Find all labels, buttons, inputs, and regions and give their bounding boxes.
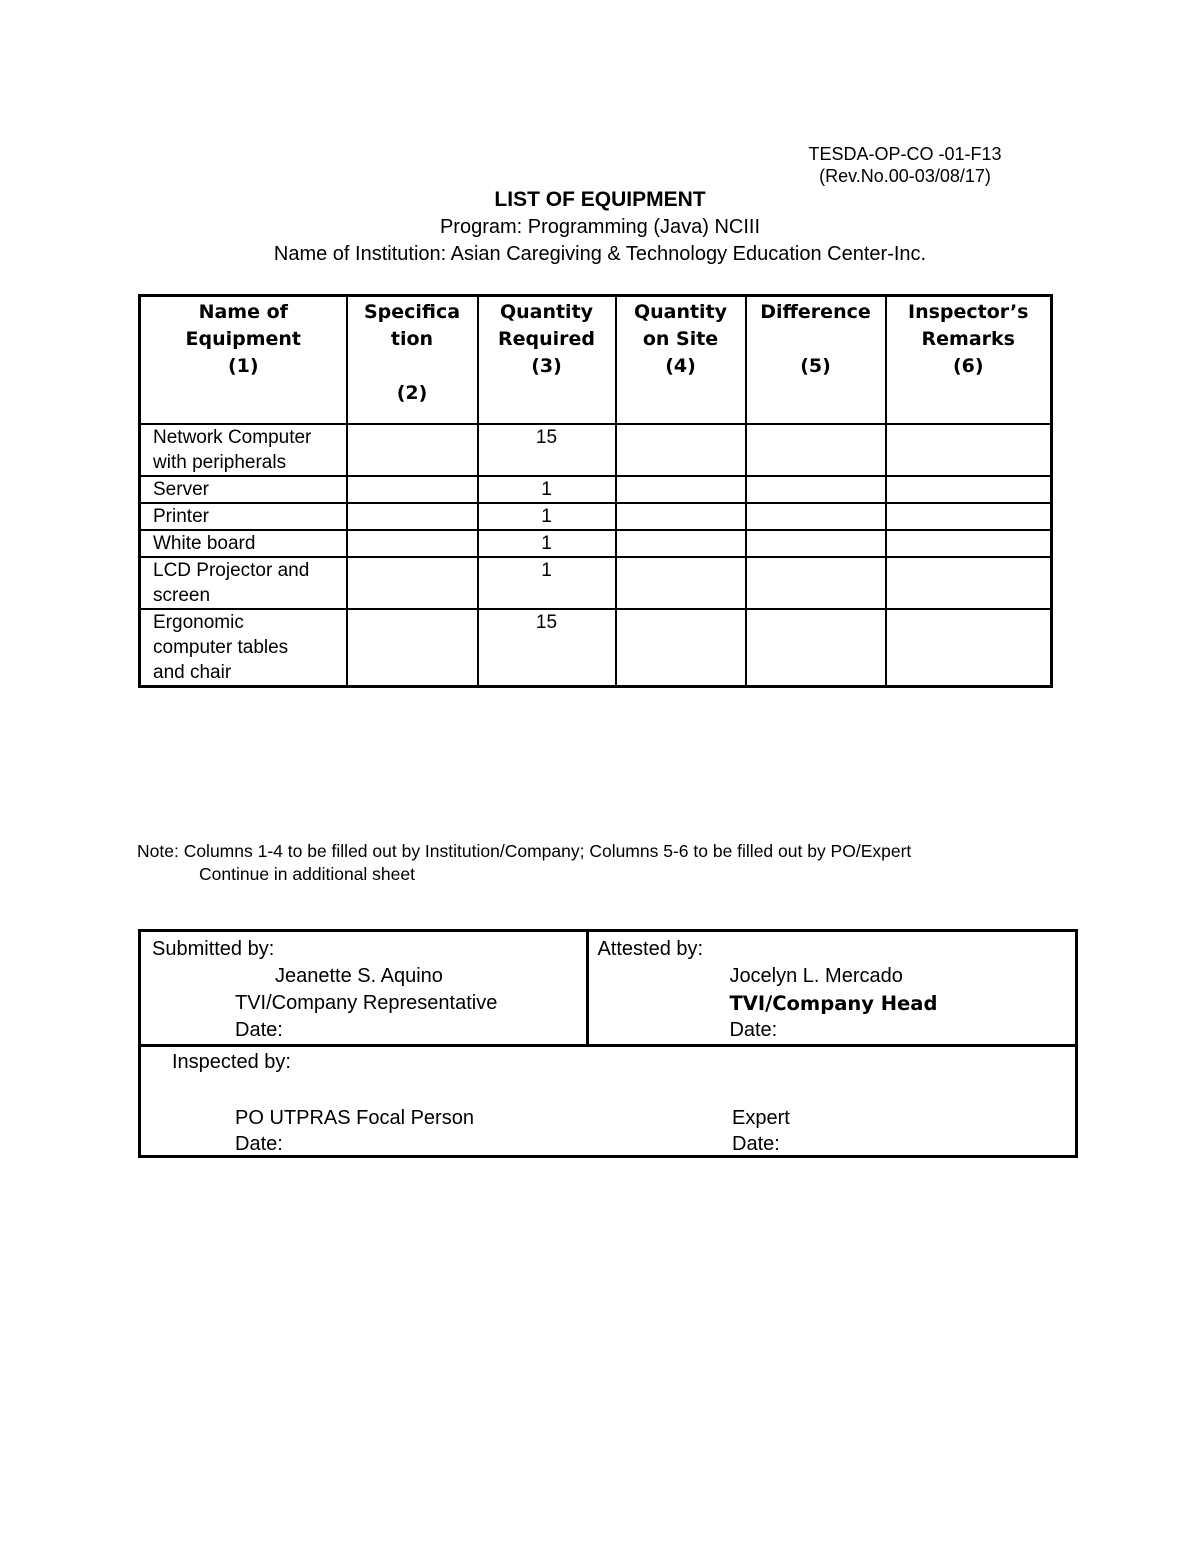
submitted-by-label: Submitted by: bbox=[152, 938, 275, 960]
po-focal-date: Date: bbox=[235, 1133, 283, 1155]
col-header-text: Name of bbox=[198, 301, 288, 323]
institution-name: Name of Institution: Asian Caregiving & Technology Education Center-Inc. bbox=[273, 243, 927, 265]
difference-cell bbox=[746, 424, 886, 476]
col-header-spacer bbox=[348, 353, 477, 380]
remarks-cell bbox=[886, 503, 1052, 530]
equipment-name: Printer bbox=[153, 506, 209, 527]
qty-required-cell: 1 bbox=[478, 503, 616, 530]
qty-on-site-cell bbox=[616, 609, 746, 687]
note-line: Continue in additional sheet bbox=[199, 864, 415, 884]
col-header-number: (6) bbox=[952, 355, 984, 377]
remarks-cell bbox=[886, 609, 1052, 687]
qty-required-cell: 1 bbox=[478, 557, 616, 609]
qty-required-cell: 15 bbox=[478, 609, 616, 687]
equipment-name: screen bbox=[153, 585, 211, 606]
difference-cell bbox=[746, 530, 886, 557]
col-header-qty-on-site bbox=[616, 296, 746, 425]
equipment-name: White board bbox=[153, 533, 256, 554]
remarks-cell bbox=[886, 476, 1052, 503]
signature-row bbox=[140, 931, 1077, 1046]
table-row bbox=[140, 476, 1052, 503]
signature-table bbox=[138, 929, 1078, 1158]
expert-date: Date: bbox=[732, 1133, 780, 1155]
table-row bbox=[140, 503, 1052, 530]
equipment-name-cell bbox=[140, 424, 347, 476]
table-header-row bbox=[140, 296, 1052, 425]
qty-on-site-cell bbox=[616, 503, 746, 530]
col-header-text: Difference bbox=[760, 301, 871, 323]
remarks-cell bbox=[886, 424, 1052, 476]
expert-role: Expert bbox=[732, 1107, 790, 1129]
specification-cell bbox=[347, 424, 478, 476]
equipment-name: Network Computer bbox=[153, 427, 312, 448]
qty-on-site-cell bbox=[616, 424, 746, 476]
po-focal-role: PO UTPRAS Focal Person bbox=[235, 1107, 474, 1129]
qty-on-site-cell bbox=[616, 557, 746, 609]
equipment-name: with peripherals bbox=[153, 452, 287, 473]
qty-required-cell: 1 bbox=[478, 530, 616, 557]
inspected-by-block bbox=[140, 1046, 1077, 1157]
difference-cell bbox=[746, 503, 886, 530]
attester-role: TVI/Company Head bbox=[729, 992, 938, 1015]
col-header-number: (2) bbox=[396, 382, 428, 404]
col-header-text: Inspector’s bbox=[908, 301, 1029, 323]
remarks-cell bbox=[886, 557, 1052, 609]
equipment-table bbox=[138, 294, 1053, 688]
equipment-name: computer tables bbox=[153, 637, 289, 658]
submitter-date: Date: bbox=[235, 1019, 283, 1041]
col-header-text: tion bbox=[390, 328, 434, 350]
col-header-remarks bbox=[886, 296, 1052, 425]
equipment-name-cell bbox=[140, 557, 347, 609]
signature-row bbox=[140, 1046, 1077, 1157]
equipment-name-cell bbox=[140, 476, 347, 503]
col-header-text: Quantity bbox=[633, 301, 728, 323]
equipment-name: Server bbox=[153, 479, 209, 500]
submitter-role: TVI/Company Representative bbox=[235, 992, 498, 1014]
specification-cell bbox=[347, 530, 478, 557]
document-title: LIST OF EQUIPMENT bbox=[494, 188, 706, 211]
table-row bbox=[140, 557, 1052, 609]
col-header-spacer bbox=[747, 326, 885, 353]
program-name: Program: Programming (Java) NCIII bbox=[439, 216, 761, 238]
difference-cell bbox=[746, 609, 886, 687]
table-row bbox=[140, 424, 1052, 476]
submitted-by-block bbox=[140, 931, 588, 1046]
equipment-name: LCD Projector and bbox=[153, 560, 310, 581]
col-header-number: (5) bbox=[800, 355, 831, 377]
revision-number: (Rev.No.00-03/08/17) bbox=[819, 166, 991, 186]
equipment-name-cell bbox=[140, 609, 347, 687]
attested-by-label: Attested by: bbox=[597, 938, 704, 960]
attested-by-block bbox=[588, 931, 1077, 1046]
attester-date: Date: bbox=[729, 1019, 778, 1041]
qty-required-cell: 15 bbox=[478, 424, 616, 476]
inspected-by-label: Inspected by: bbox=[172, 1051, 291, 1073]
form-code: TESDA-OP-CO -01-F13 bbox=[808, 144, 1002, 164]
specification-cell bbox=[347, 609, 478, 687]
col-header-name bbox=[140, 296, 347, 425]
table-row bbox=[140, 530, 1052, 557]
col-header-text: Specifica bbox=[363, 301, 461, 323]
col-header-number: (4) bbox=[665, 355, 696, 377]
difference-cell bbox=[746, 476, 886, 503]
col-header-number: (3) bbox=[531, 355, 562, 377]
specification-cell bbox=[347, 557, 478, 609]
table-row bbox=[140, 609, 1052, 687]
col-header-specification bbox=[347, 296, 478, 425]
col-header-text: Quantity bbox=[499, 301, 594, 323]
col-header-text: Required bbox=[497, 328, 595, 350]
col-header-difference bbox=[746, 296, 886, 425]
col-header-text: Equipment bbox=[185, 328, 301, 350]
equipment-name-cell bbox=[140, 503, 347, 530]
col-header-qty-required bbox=[478, 296, 616, 425]
attester-name: Jocelyn L. Mercado bbox=[729, 965, 903, 987]
specification-cell bbox=[347, 503, 478, 530]
qty-on-site-cell bbox=[616, 530, 746, 557]
col-header-text: on Site bbox=[642, 328, 719, 350]
col-header-number: (1) bbox=[227, 355, 259, 377]
equipment-name: Ergonomic bbox=[153, 612, 244, 633]
specification-cell bbox=[347, 476, 478, 503]
difference-cell bbox=[746, 557, 886, 609]
note-line: Note: Columns 1-4 to be filled out by Institution/Company; Columns 5-6 to be filled out by PO/Expert bbox=[137, 841, 912, 861]
remarks-cell bbox=[886, 530, 1052, 557]
submitter-name: Jeanette S. Aquino bbox=[275, 965, 443, 987]
qty-on-site-cell bbox=[616, 476, 746, 503]
col-header-text: Remarks bbox=[921, 328, 1015, 350]
equipment-name: and chair bbox=[153, 662, 232, 683]
note bbox=[137, 840, 911, 886]
equipment-name-cell bbox=[140, 530, 347, 557]
qty-required-cell: 1 bbox=[478, 476, 616, 503]
